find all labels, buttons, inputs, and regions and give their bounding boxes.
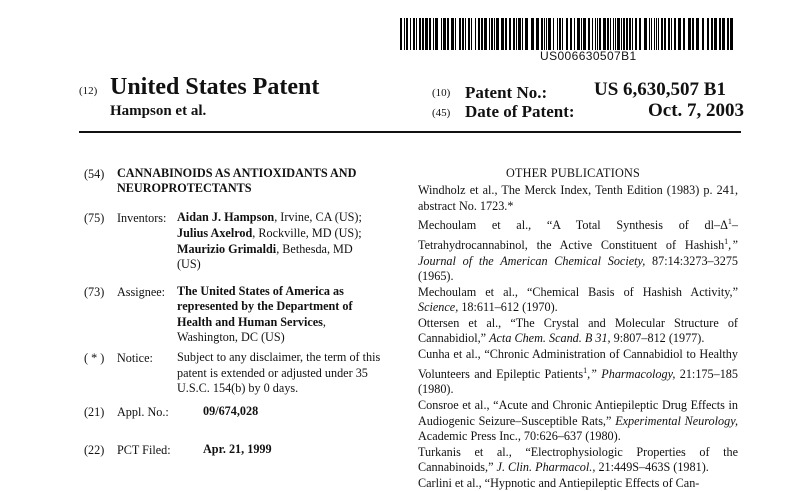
barcode-bar	[592, 18, 593, 50]
barcode-bar	[459, 18, 461, 50]
barcode-bar	[505, 18, 507, 50]
barcode-bar	[615, 18, 616, 50]
barcode-bar	[441, 18, 442, 50]
barcode-bar	[617, 18, 620, 50]
barcode-bar	[678, 18, 681, 50]
barcode-bar	[481, 18, 483, 50]
reference-7: Turkanis et al., “Electrophysiologic Properties of the Cannabinoids,” J. Clin. Pharmacol., 21:449S–463S (1981).	[418, 444, 738, 475]
barcode-bar	[468, 18, 470, 50]
barcode-bar	[577, 18, 580, 50]
barcode-bar	[639, 18, 641, 50]
barcode-bar	[658, 18, 659, 50]
barcode	[400, 18, 736, 50]
code-12: (12)	[79, 85, 98, 97]
barcode-bar	[671, 18, 672, 50]
barcode-bar	[406, 18, 408, 50]
barcode-bar	[626, 18, 628, 50]
inventor-short: Hampson et al.	[110, 103, 207, 119]
barcode-bar	[513, 18, 515, 50]
assignee-line3: Health and Human Services,	[177, 315, 326, 329]
references-list	[418, 183, 738, 491]
barcode-bar	[688, 18, 691, 50]
barcode-bar	[696, 18, 699, 50]
barcode-bar	[649, 18, 650, 50]
barcode-bar	[548, 18, 551, 50]
barcode-bar	[661, 18, 663, 50]
barcode-bar	[501, 18, 504, 50]
inventor-1: Aidan J. Hampson, Irvine, CA (US);	[177, 210, 362, 224]
barcode-bar	[621, 18, 622, 50]
patent-number: US 6,630,507 B1	[594, 79, 726, 100]
barcode-bar	[595, 18, 596, 50]
barcode-bar	[583, 18, 586, 50]
barcode-bar	[644, 18, 647, 50]
barcode-number: US006630507B1	[540, 49, 637, 63]
date-label: Date of Patent:	[465, 102, 575, 121]
barcode-bar	[429, 18, 431, 50]
barcode-bar	[531, 18, 534, 50]
barcode-bar	[730, 18, 733, 50]
barcode-bar	[607, 18, 609, 50]
reference-2: Mechoulam et al., “A Total Synthesis of $dl-\Delta^1$–Tetrahydrocannabinol, the Active Constituent of Hashish$^1$,” Journal of the American Chemical Society, 87:14:3273–3275 (1965).	[418, 217, 739, 284]
assignee-line2: represented by the Department of	[177, 299, 353, 313]
barcode-bar	[557, 18, 558, 50]
barcode-bar	[603, 18, 606, 50]
barcode-bar	[416, 18, 417, 50]
inventor-3-country: (US)	[177, 257, 201, 271]
assignee-label: Assignee:	[117, 285, 166, 299]
barcode-bar	[478, 18, 480, 50]
assignee-line4: Washington, DC (US)	[177, 330, 285, 344]
barcode-bar	[574, 18, 575, 50]
inventors-code: (75)	[84, 211, 105, 225]
reference-3: Mechoulam et al., “Chemical Basis of Hashish Activity,” Science, 18:611–612 (1970).	[418, 284, 738, 315]
barcode-bar	[674, 18, 676, 50]
barcode-bar	[722, 18, 725, 50]
pct-code: (22)	[84, 443, 105, 457]
barcode-bar	[484, 18, 487, 50]
appl-code: (21)	[84, 405, 105, 419]
invention-title-line1: CANNABINOIDS AS ANTIOXIDANTS AND	[117, 166, 357, 180]
barcode-bar	[635, 18, 637, 50]
document-type: United States Patent	[110, 74, 320, 100]
inventor-2: Julius Axelrod, Rockville, MD (US);	[177, 226, 362, 240]
barcode-bar	[656, 18, 657, 50]
barcode-bar	[599, 18, 601, 50]
barcode-bar	[516, 18, 517, 50]
date-of-patent: Oct. 7, 2003	[648, 100, 745, 121]
reference-8: Carlini et al., “Hypnotic and Antiepileptic Effects of Can-	[418, 475, 700, 490]
header-rule	[79, 131, 741, 133]
assignee-code: (73)	[84, 285, 105, 299]
barcode-bar	[525, 18, 528, 50]
barcode-bar	[465, 18, 466, 50]
reference-1: Windholz et al., The Merck Index, Tenth Edition (1983) p. 241, abstract No. 1723.*	[418, 183, 738, 213]
assignee-line1: The United States of America as	[177, 284, 344, 298]
barcode-bar	[702, 18, 704, 50]
barcode-bar	[462, 18, 464, 50]
barcode-bar	[455, 18, 456, 50]
barcode-bar	[683, 18, 685, 50]
patent-no-label: Patent No.:	[465, 83, 548, 102]
barcode-bar	[443, 18, 446, 50]
barcode-bar	[727, 18, 729, 50]
barcode-bar	[588, 18, 590, 50]
notice-line1: Subject to any disclaimer, the term of this	[177, 350, 381, 364]
barcode-bar	[707, 18, 709, 50]
barcode-bar	[400, 18, 402, 50]
pct-label: PCT Filed:	[117, 443, 171, 457]
barcode-bar	[541, 18, 543, 50]
barcode-bar	[546, 18, 547, 50]
barcode-bar	[632, 18, 633, 50]
barcode-bar	[475, 18, 476, 50]
other-publications-heading: OTHER PUBLICATIONS	[506, 166, 640, 180]
barcode-bar	[570, 18, 572, 50]
inventors-label: Inventors:	[117, 211, 167, 225]
barcode-bar	[610, 18, 611, 50]
barcode-bar	[410, 18, 411, 50]
code-10: (10)	[432, 87, 451, 99]
barcode-bar	[413, 18, 415, 50]
barcode-bar	[451, 18, 454, 50]
reference-5: Cunha et al., “Chronic Administration of Cannabidiol to Healthy Volunteers and Epileptic Patients$^1$,” Pharmacology, 21:175–185 (1980).	[418, 347, 738, 397]
barcode-bar	[447, 18, 449, 50]
barcode-bar	[714, 18, 717, 50]
title-code: (54)	[84, 167, 105, 181]
barcode-bar	[566, 18, 568, 50]
barcode-bar	[623, 18, 625, 50]
barcode-bar	[509, 18, 511, 50]
notice-line2: patent is extended or adjusted under 35	[177, 366, 368, 380]
barcode-bar	[425, 18, 428, 50]
barcode-bar	[518, 18, 521, 50]
barcode-bar	[654, 18, 655, 50]
appl-label: Appl. No.:	[117, 405, 169, 419]
barcode-bar	[404, 18, 405, 50]
notice-label: Notice:	[117, 351, 153, 365]
inventor-3: Maurizio Grimaldi, Bethesda, MD	[177, 242, 353, 256]
barcode-bar	[613, 18, 614, 50]
notice-code: ( * )	[84, 351, 105, 365]
barcode-bar	[496, 18, 499, 50]
barcode-bar	[597, 18, 598, 50]
barcode-bar	[491, 18, 493, 50]
barcode-bar	[433, 18, 434, 50]
barcode-bar	[651, 18, 652, 50]
barcode-bar	[494, 18, 495, 50]
barcode-bar	[664, 18, 666, 50]
barcode-bar	[422, 18, 424, 50]
barcode-bar	[435, 18, 438, 50]
barcode-bar	[544, 18, 545, 50]
barcode-bar	[719, 18, 721, 50]
barcode-bar	[536, 18, 539, 50]
notice-line3: U.S.C. 154(b) by 0 days.	[177, 381, 299, 395]
barcode-bar	[559, 18, 561, 50]
barcode-bar	[522, 18, 523, 50]
barcode-bar	[629, 18, 631, 50]
appl-number: 09/674,028	[203, 404, 259, 418]
barcode-bar	[711, 18, 713, 50]
barcode-bar	[562, 18, 563, 50]
barcode-bar	[581, 18, 582, 50]
barcode-bar	[419, 18, 421, 50]
barcode-bar	[471, 18, 472, 50]
barcode-bar	[489, 18, 490, 50]
reference-6: Consroe et al., “Acute and Chronic Antiepileptic Drug Effects in Audiogenic Seizure–Susceptible Rats,” Experimental Neurology, Academic Press Inc., 70:626–637 (1980).	[418, 397, 739, 444]
pct-filed-date: Apr. 21, 1999	[203, 442, 272, 456]
reference-4: Ottersen et al., “The Crystal and Molecular Structure of Cannabidiol,” Acta Chem. Scand. B 31, 9:807–812 (1977).	[418, 315, 738, 346]
barcode-bar	[668, 18, 670, 50]
code-45: (45)	[432, 107, 451, 119]
invention-title-line2: NEUROPROTECTANTS	[117, 181, 252, 195]
barcode-bar	[553, 18, 554, 50]
barcode-bar	[692, 18, 694, 50]
